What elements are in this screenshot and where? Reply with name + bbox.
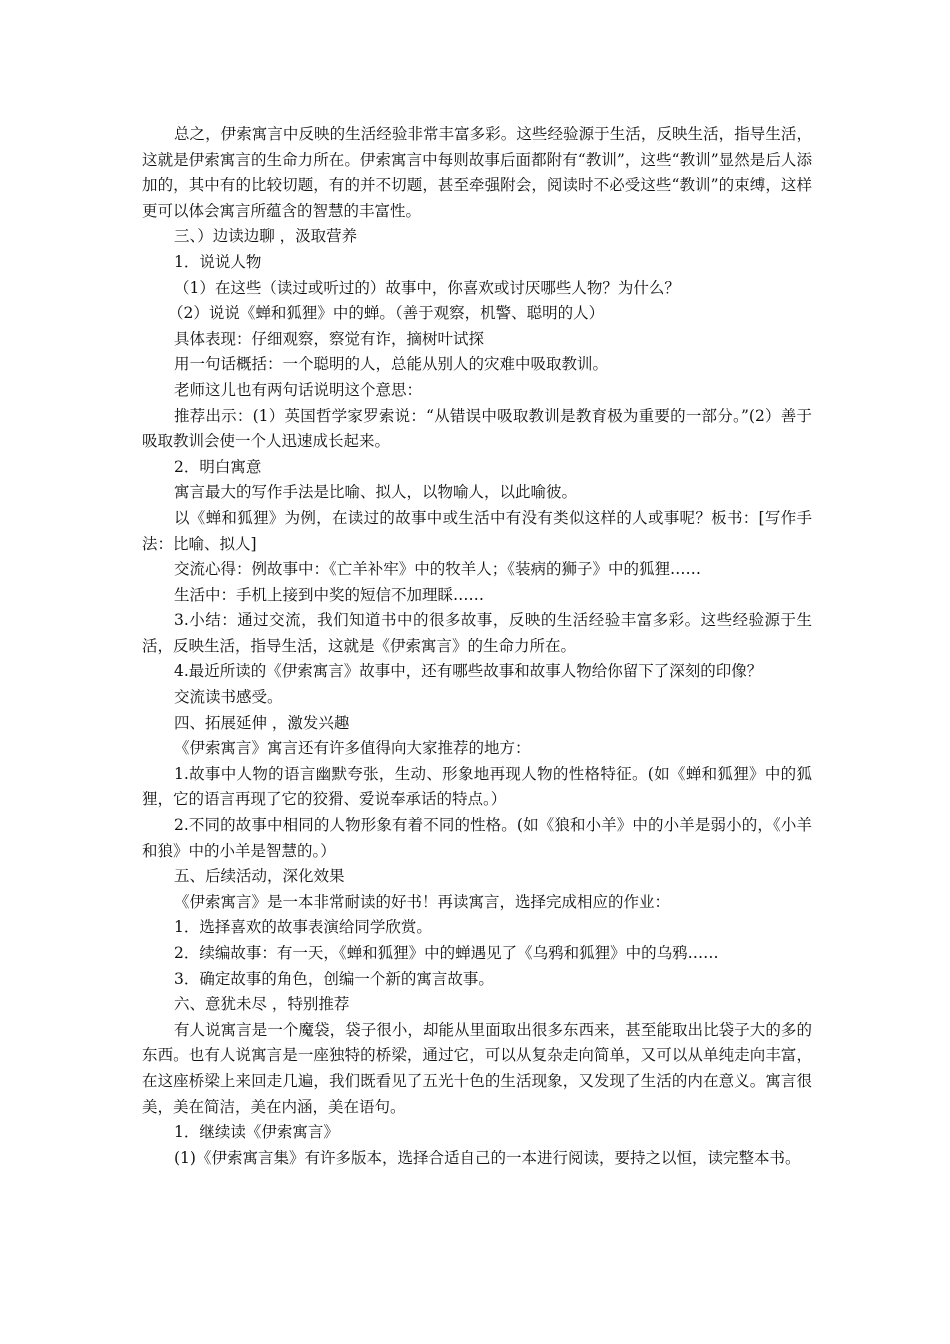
paragraph-teacher-note: 老师这儿也有两句话说明这个意思： xyxy=(174,380,423,399)
homework-item-3: 3．确定故事的角色，创编一个新的寓言故事。 xyxy=(174,969,494,988)
paragraph-writing-method: 寓言最大的写作手法是比喻、拟人，以物喻人，以此喻彼。 xyxy=(174,483,578,502)
paragraph-fable-bag: 有人说寓言是一个魔袋，袋子很小，却能从里面取出很多东西来，甚至能取出比袋子大的多的东西。也有人说寓言是一座独特的桥梁，通过它，可以从复杂走向简单，又可以从单纯走向丰富，在这座桥梁上来回走几遍，我们既看见了五光十色的生活现象，又发现了生活的内在意义。寓言很美，美在简洁，美在内涵，美在语句。 xyxy=(142,1020,812,1116)
paragraph-question-4: 4.最近所读的《伊索寓言》故事中，还有哪些故事和故事人物给你留下了深刻的印像？ xyxy=(174,662,763,681)
paragraph-point-2: 2.不同的故事中相同的人物形象有着不同的性格。(如《狼和小羊》中的小羊是弱小的，《小羊和狼》中的小羊是智慧的。） xyxy=(142,816,812,860)
paragraph-versions: (1)《伊索寓言集》有许多版本，选择合适自己的一本进行阅读，要持之以恒，读完整本书。 xyxy=(174,1148,801,1167)
paragraph-conclusion: 3.小结：通过交流，我们知道书中的很多故事，反映的生活经验丰富多彩。这些经验源于生活，反映生活，指导生活，这就是《伊索寓言》的生命力所在。 xyxy=(142,611,812,655)
question-1: （1）在这些（读过或听过的）故事中，你喜欢或讨厌哪些人物？为什么？ xyxy=(174,278,680,297)
homework-item-1: 1．选择喜欢的故事表演给同学欣赏。 xyxy=(174,918,432,937)
paragraph-point-1: 1.故事中人物的语言幽默夸张，生动、形象地再现人物的性格特征。(如《蝉和狐狸》中的狐狸，它的语言再现了它的狡猾、爱说奉承话的特点。） xyxy=(142,764,812,809)
paragraph-summary: 总之，伊索寓言中反映的生活经验非常丰富多彩。这些经验源于生活，反映生活，指导生活，这就是伊索寓言的生命力所在。伊索寓言中每则故事后面都附有“教训”，这些“教训”显然是后人添加的，其中有的比较切题，有的并不切题，甚至牵强附会，阅读时不必受这些“教训”的束缚，这样更可以体会寓言所蕴含的智慧的丰富性。 xyxy=(142,125,812,220)
question-2: （2）说说《蝉和狐狸》中的蝉。（善于观察，机警、聪明的人） xyxy=(168,304,605,323)
subheading-moral: 2．明白寓意 xyxy=(174,457,262,476)
paragraph-behavior: 具体表现：仔细观察，察觉有诈，摘树叶试探 xyxy=(174,329,485,348)
paragraph-homework-intro: 《伊索寓言》是一本非常耐读的好书！再读寓言，选择完成相应的作业： xyxy=(174,892,671,911)
section-heading-6: 六、意犹未尽 ，特别推荐 xyxy=(174,995,350,1014)
subheading-continue-reading: 1．继续读《伊索寓言》 xyxy=(174,1123,339,1142)
paragraph-share: 交流读书感受。 xyxy=(174,688,283,707)
section-heading-4: 四、拓展延伸 ，激发兴趣 xyxy=(174,713,350,732)
paragraph-example: 以《蝉和狐狸》为例，在读过的故事中或生活中有没有类似这样的人或事呢？板书：[写作手法：比喻、拟人] xyxy=(142,508,812,553)
section-heading-3: 三、）边读边聊 ，汲取营养 xyxy=(174,227,358,246)
paragraph-summary-sentence: 用一句话概括：一个聪明的人，总能从别人的灾难中吸取教训。 xyxy=(174,355,609,374)
homework-item-2: 2．续编故事：有一天，《蝉和狐狸》中的蝉遇见了《乌鸦和狐狸》中的乌鸦…… xyxy=(174,944,719,962)
document-body xyxy=(142,122,812,1171)
subheading-characters: 1．说说人物 xyxy=(174,252,262,271)
paragraph-recommend: 推荐出示：(1）英国哲学家罗索说：“从错误中吸取教训是教育极为重要的一部分。”(2）善于吸取教训会使一个人迅速成长起来。 xyxy=(142,406,812,451)
paragraph-life: 生活中：手机上接到中奖的短信不加理睬…… xyxy=(174,585,485,604)
paragraph-recommend-intro: 《伊索寓言》寓言还有许多值得向大家推荐的地方： xyxy=(174,739,531,758)
section-heading-5: 五、后续活动，深化效果 xyxy=(174,867,345,886)
paragraph-exchange: 交流心得：例故事中：《亡羊补牢》中的牧羊人；《装病的狮子》中的狐狸…… xyxy=(174,560,702,579)
